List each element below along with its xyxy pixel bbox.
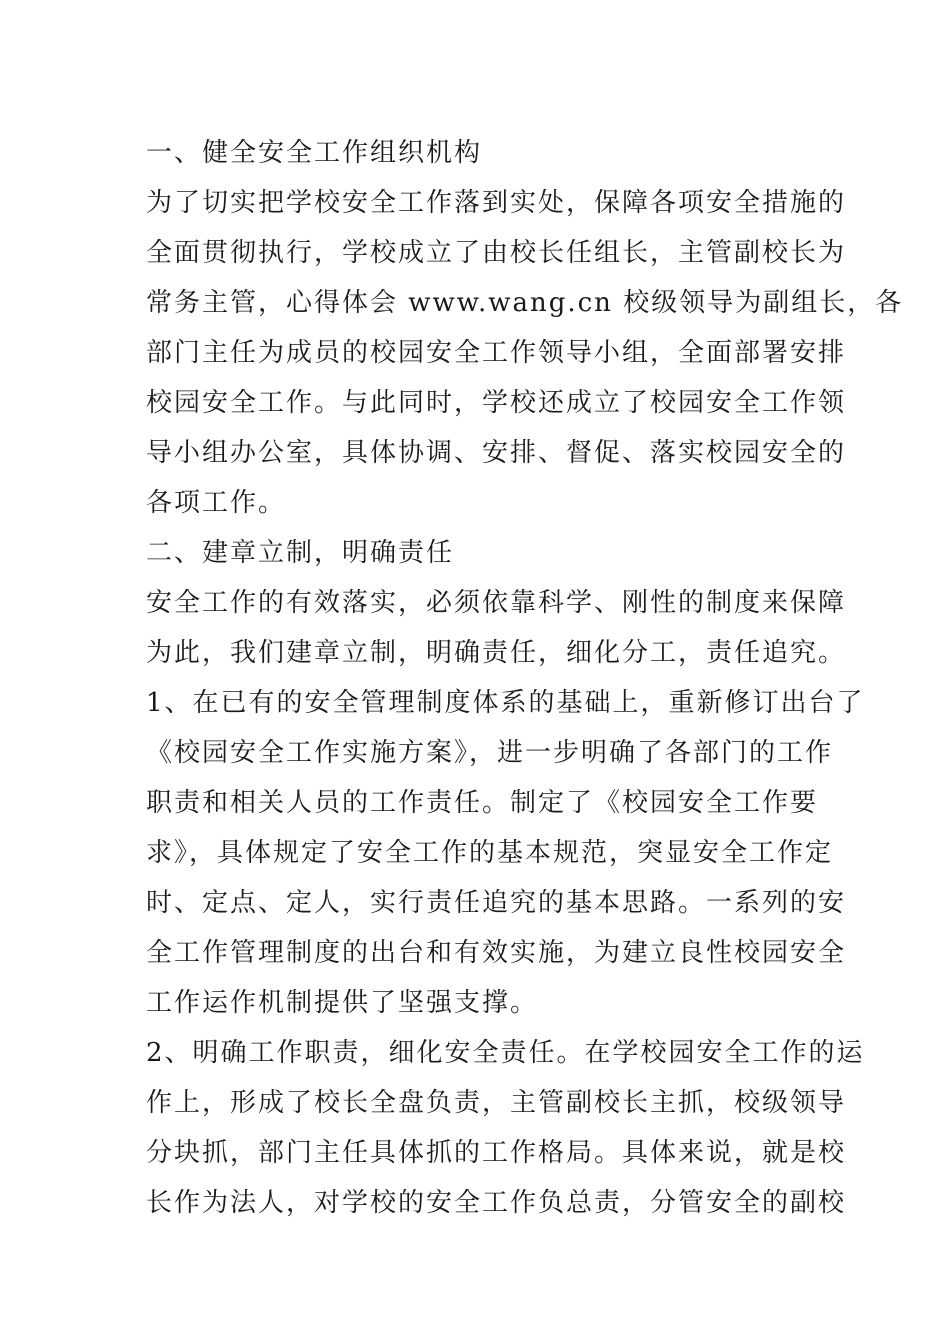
paragraph-line: 全面贯彻执行，学校成立了由校长任组长，主管副校长为 <box>146 238 847 268</box>
paragraph-line: 求》，具体规定了安全工作的基本规范，突显安全工作定 <box>146 838 834 868</box>
paragraph-line: 导小组办公室，具体协调、安排、督促、落实校园安全的 <box>146 438 847 468</box>
heading-2: 二、建章立制，明确责任 <box>146 538 455 568</box>
heading-1: 一、健全安全工作组织机构 <box>146 138 483 168</box>
paragraph-line: 各项工作。 <box>146 488 287 518</box>
paragraph-line: 分块抓，部门主任具体抓的工作格局。具体来说，就是校 <box>146 1138 847 1168</box>
paragraph-line: 常务主管，心得体会 www.wang.cn 校级领导为副组长，各 <box>146 288 904 318</box>
paragraph-line: 校园安全工作。与此同时，学校还成立了校园安全工作领 <box>146 388 847 418</box>
paragraph-line: 为了切实把学校安全工作落到实处，保障各项安全措施的 <box>146 188 847 218</box>
paragraph-line: 《校园安全工作实施方案》，进一步明确了各部门的工作 <box>146 738 834 768</box>
paragraph-line: 安全工作的有效落实，必须依靠科学、刚性的制度来保障 <box>146 588 847 618</box>
paragraph-line: 为此，我们建章立制，明确责任，细化分工，责任追究。 <box>146 638 847 668</box>
paragraph-line: 1、在已有的安全管理制度体系的基础上，重新修订出台了 <box>146 688 865 718</box>
paragraph-line: 2、明确工作职责，细化安全责任。在学校园安全工作的运 <box>146 1038 865 1068</box>
paragraph-line: 职责和相关人员的工作责任。制定了《校园安全工作要 <box>146 788 819 818</box>
paragraph-line: 时、定点、定人，实行责任追究的基本思路。一系列的安 <box>146 888 847 918</box>
paragraph-line: 全工作管理制度的出台和有效实施，为建立良性校园安全 <box>146 938 847 968</box>
paragraph-line: 作上，形成了校长全盘负责，主管副校长主抓，校级领导 <box>146 1088 847 1118</box>
paragraph-line: 长作为法人，对学校的安全工作负总责，分管安全的副校 <box>146 1188 847 1218</box>
paragraph-line: 工作运作机制提供了坚强支撑。 <box>146 988 539 1018</box>
paragraph-line: 部门主任为成员的校园安全工作领导小组，全面部署安排 <box>146 338 847 368</box>
